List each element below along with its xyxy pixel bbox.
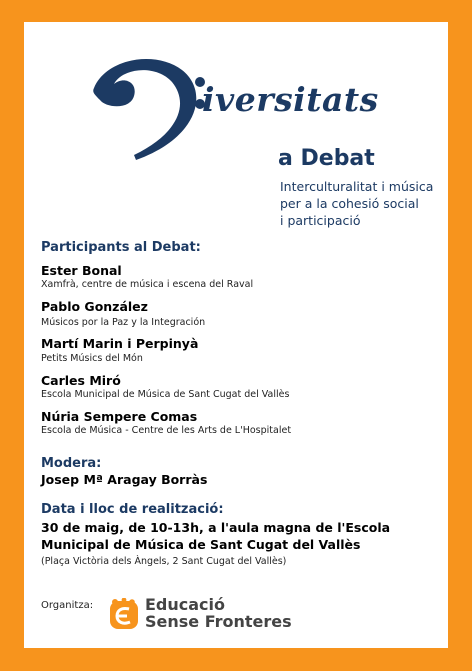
title-subtitle: a Debat [278, 146, 375, 171]
participant-name: Ester Bonal [41, 263, 122, 278]
participant-org: Escola Municipal de Música de Sant Cugat del Vallès [41, 389, 290, 400]
participant-org: Xamfrà, centre de música i escena del Raval [41, 279, 254, 290]
poster [24, 22, 448, 648]
participant-name: Martí Marin i Perpinyà [41, 336, 199, 351]
tagline-line: i participació [280, 213, 361, 228]
esf-logo-icon [109, 598, 139, 630]
organizer-name [145, 596, 292, 630]
event-line: 30 de maig, de 10-13h, a l'aula magna de l'Escola [41, 520, 391, 535]
moderator-heading: Modera: [41, 456, 102, 471]
participant-name: Carles Miró [41, 373, 121, 388]
participant-org: Escola de Música - Centre de les Arts de L'Hospitalet [41, 425, 292, 436]
event-heading: Data i lloc de realització: [41, 502, 224, 517]
participant-org: Petits Músics del Món [41, 353, 143, 364]
title-word: iversitats [202, 80, 379, 119]
participant-org: Músicos por la Paz y la Integración [41, 317, 206, 328]
organizer-label: Organitza: [41, 600, 94, 611]
participant-name: Pablo González [41, 299, 148, 314]
moderator-name: Josep Mª Aragay Borràs [41, 472, 208, 487]
bass-clef-icon [86, 52, 216, 162]
participants-heading: Participants al Debat: [41, 240, 201, 255]
tagline-line: Interculturalitat i música [280, 179, 434, 194]
tagline [280, 178, 433, 229]
organizer-name-line: Educació [145, 595, 226, 614]
organizer-name-line: Sense Fronteres [145, 612, 292, 631]
tagline-line: per a la cohesió social [280, 196, 419, 211]
participant-name: Núria Sempere Comas [41, 409, 198, 424]
event-address: (Plaça Victòria dels Àngels, 2 Sant Cugat del Vallès) [41, 556, 287, 567]
event-line: Municipal de Música de Sant Cugat del Vallès [41, 537, 361, 552]
